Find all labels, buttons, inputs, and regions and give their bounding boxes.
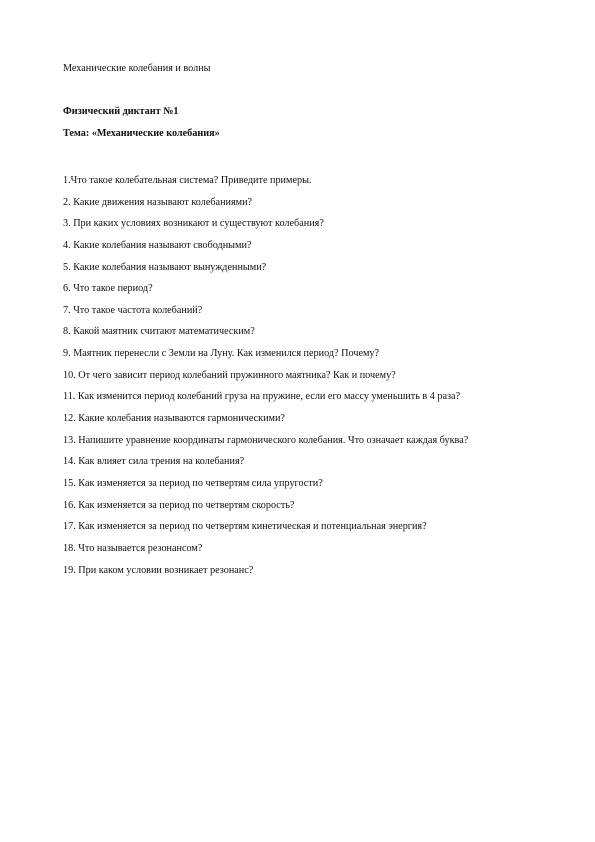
question-item: 3. При каких условиях возникают и существуют колебания? bbox=[63, 218, 324, 230]
question-item: 8. Какой маятник считают математическим? bbox=[63, 326, 255, 338]
question-item: 14. Как влияет сила трения на колебания? bbox=[63, 456, 245, 468]
question-item: 17. Как изменяется за период по четвертям кинетическая и потенциальная энергия? bbox=[63, 521, 427, 533]
question-item: 16. Как изменяется за период по четвертям скорость? bbox=[63, 499, 295, 511]
question-item: 13. Напишите уравнение координаты гармонического колебания. Что означает каждая буква? bbox=[63, 434, 469, 446]
question-item: 5. Какие колебания называют вынужденными? bbox=[63, 261, 267, 273]
question-item: 11. Как изменится период колебаний груза на пружине, если его массу уменьшить в 4 раза? bbox=[63, 391, 461, 403]
question-item: 9. Маятник перенесли с Земли на Луну. Как изменился период? Почему? bbox=[63, 348, 380, 360]
question-item: 7. Что такое частота колебаний? bbox=[63, 304, 203, 316]
question-item: 18. Что называется резонансом? bbox=[63, 542, 203, 554]
question-item: 10. От чего зависит период колебаний пружинного маятника? Как и почему? bbox=[63, 369, 396, 381]
questions-list bbox=[63, 175, 468, 586]
document-title: Механические колебания и волны bbox=[63, 63, 211, 74]
topic-line: Тема: «Механические колебания» bbox=[63, 128, 220, 139]
question-item: 4. Какие колебания называют свободными? bbox=[63, 239, 252, 251]
question-item: 15. Как изменяется за период по четвертям сила упругости? bbox=[63, 477, 323, 489]
question-item: 12. Какие колебания называются гармоническими? bbox=[63, 413, 285, 425]
dictation-title: Физический диктант №1 bbox=[63, 106, 179, 117]
question-item: 1.Что такое колебательная система? Приведите примеры. bbox=[63, 175, 312, 186]
question-item: 2. Какие движения называют колебаниями? bbox=[63, 196, 253, 208]
question-item: 6. Что такое период? bbox=[63, 283, 153, 295]
question-item: 19. При каком условии возникает резонанс? bbox=[63, 564, 254, 576]
